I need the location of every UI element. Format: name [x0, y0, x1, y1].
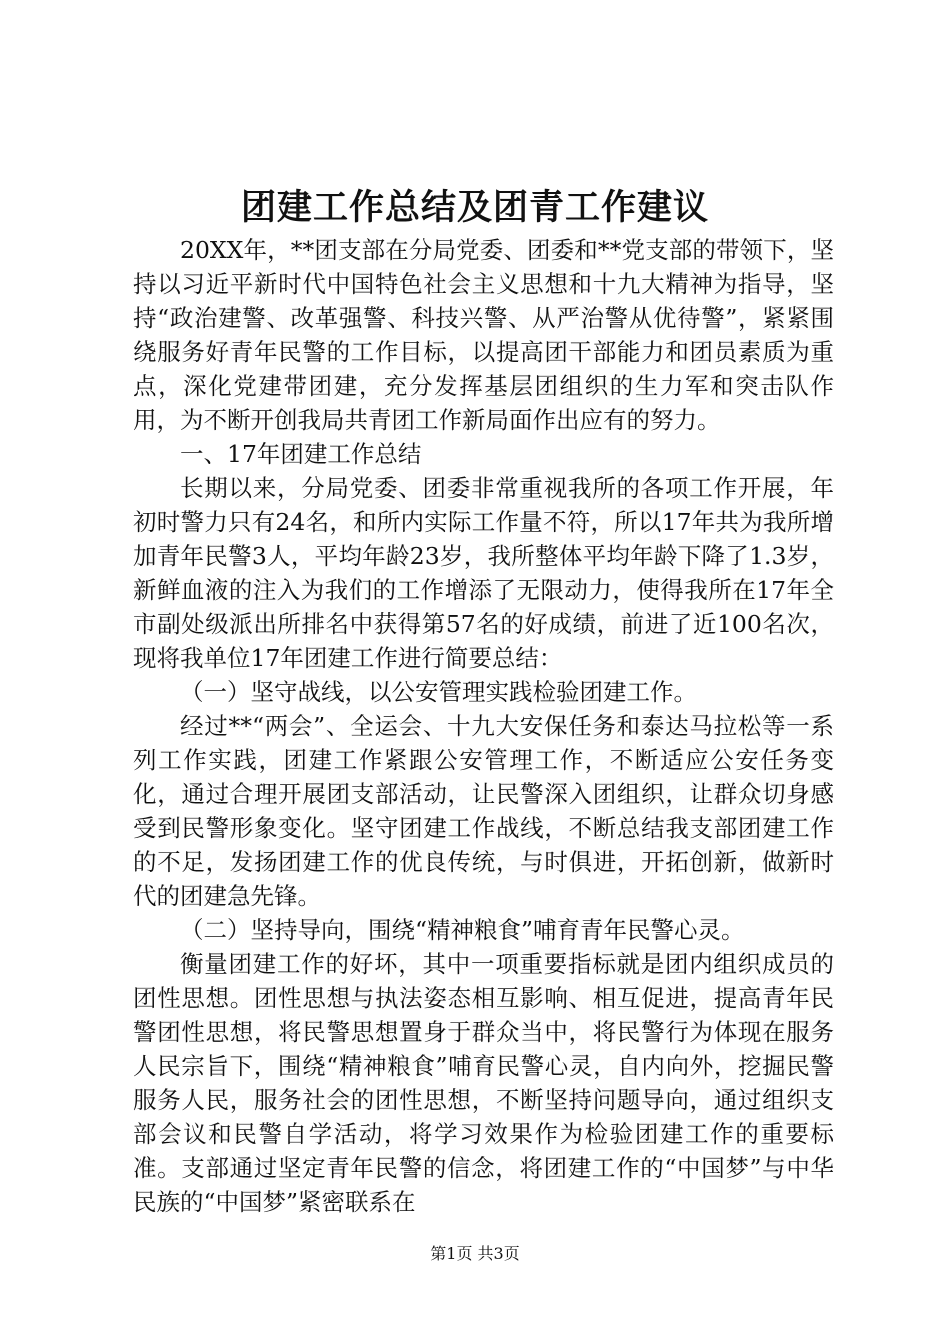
subsection-heading-2: （二）坚持导向，围绕“精神粮食”哺育青年民警心灵。: [180, 916, 745, 944]
document-body: [133, 233, 834, 1219]
section-heading-summary: 一、17年团建工作总结: [180, 440, 422, 468]
subsection-heading-1: （一）坚守战线，以公安管理实践检验团建工作。: [180, 678, 697, 706]
paragraph-subsection-1: 经过**“两会”、全运会、十九大安保任务和泰达马拉松等一系列工作实践，团建工作紧跟公安管理工作，不断适应公安任务变化，通过合理开展团支部活动，让民警深入团组织，让群众切身感受到民警形象变化。坚守团建工作战线，不断总结我支部团建工作的不足，发扬团建工作的优良传统，与时俱进，开拓创新，做新时代的团建急先锋。: [133, 712, 834, 910]
paragraph-intro: 20XX年，**团支部在分局党委、团委和**党支部的带领下，坚持以习近平新时代中国特色社会主义思想和十九大精神为指导，坚持“政治建警、改革强警、科技兴警、从严治警从优待警”，紧紧围绕服务好青年民警的工作目标，以提高团干部能力和团员素质为重点，深化党建带团建，充分发挥基层团组织的生力军和突击队作用，为不断开创我局共青团工作新局面作出应有的努力。: [133, 236, 834, 434]
document-title: 团建工作总结及团青工作建议: [240, 187, 709, 228]
paragraph-overview: 长期以来，分局党委、团委非常重视我所的各项工作开展，年初时警力只有24名，和所内实际工作量不符，所以17年共为我所增加青年民警3人，平均年龄23岁，我所整体平均年龄下降了1.3岁，新鲜血液的注入为我们的工作增添了无限动力，使得我所在17年全市副处级派出所排名中获得第57名的好成绩，前进了近100名次，现将我单位17年团建工作进行简要总结：: [133, 474, 834, 672]
paragraph-subsection-2: 衡量团建工作的好坏，其中一项重要指标就是团内组织成员的团性思想。团性思想与执法姿态相互影响、相互促进，提高青年民警团性思想，将民警思想置身于群众当中，将民警行为体现在服务人民宗旨下，围绕“精神粮食”哺育民警心灵，自内向外，挖掘民警服务人民，服务社会的团性思想，不断坚持问题导向，通过组织支部会议和民警自学活动，将学习效果作为检验团建工作的重要标准。支部通过坚定青年民警的信念，将团建工作的“中国梦”与中华民族的“中国梦”紧密联系在: [133, 950, 834, 1216]
page-number-footer: 第1页 共3页: [430, 1244, 520, 1263]
